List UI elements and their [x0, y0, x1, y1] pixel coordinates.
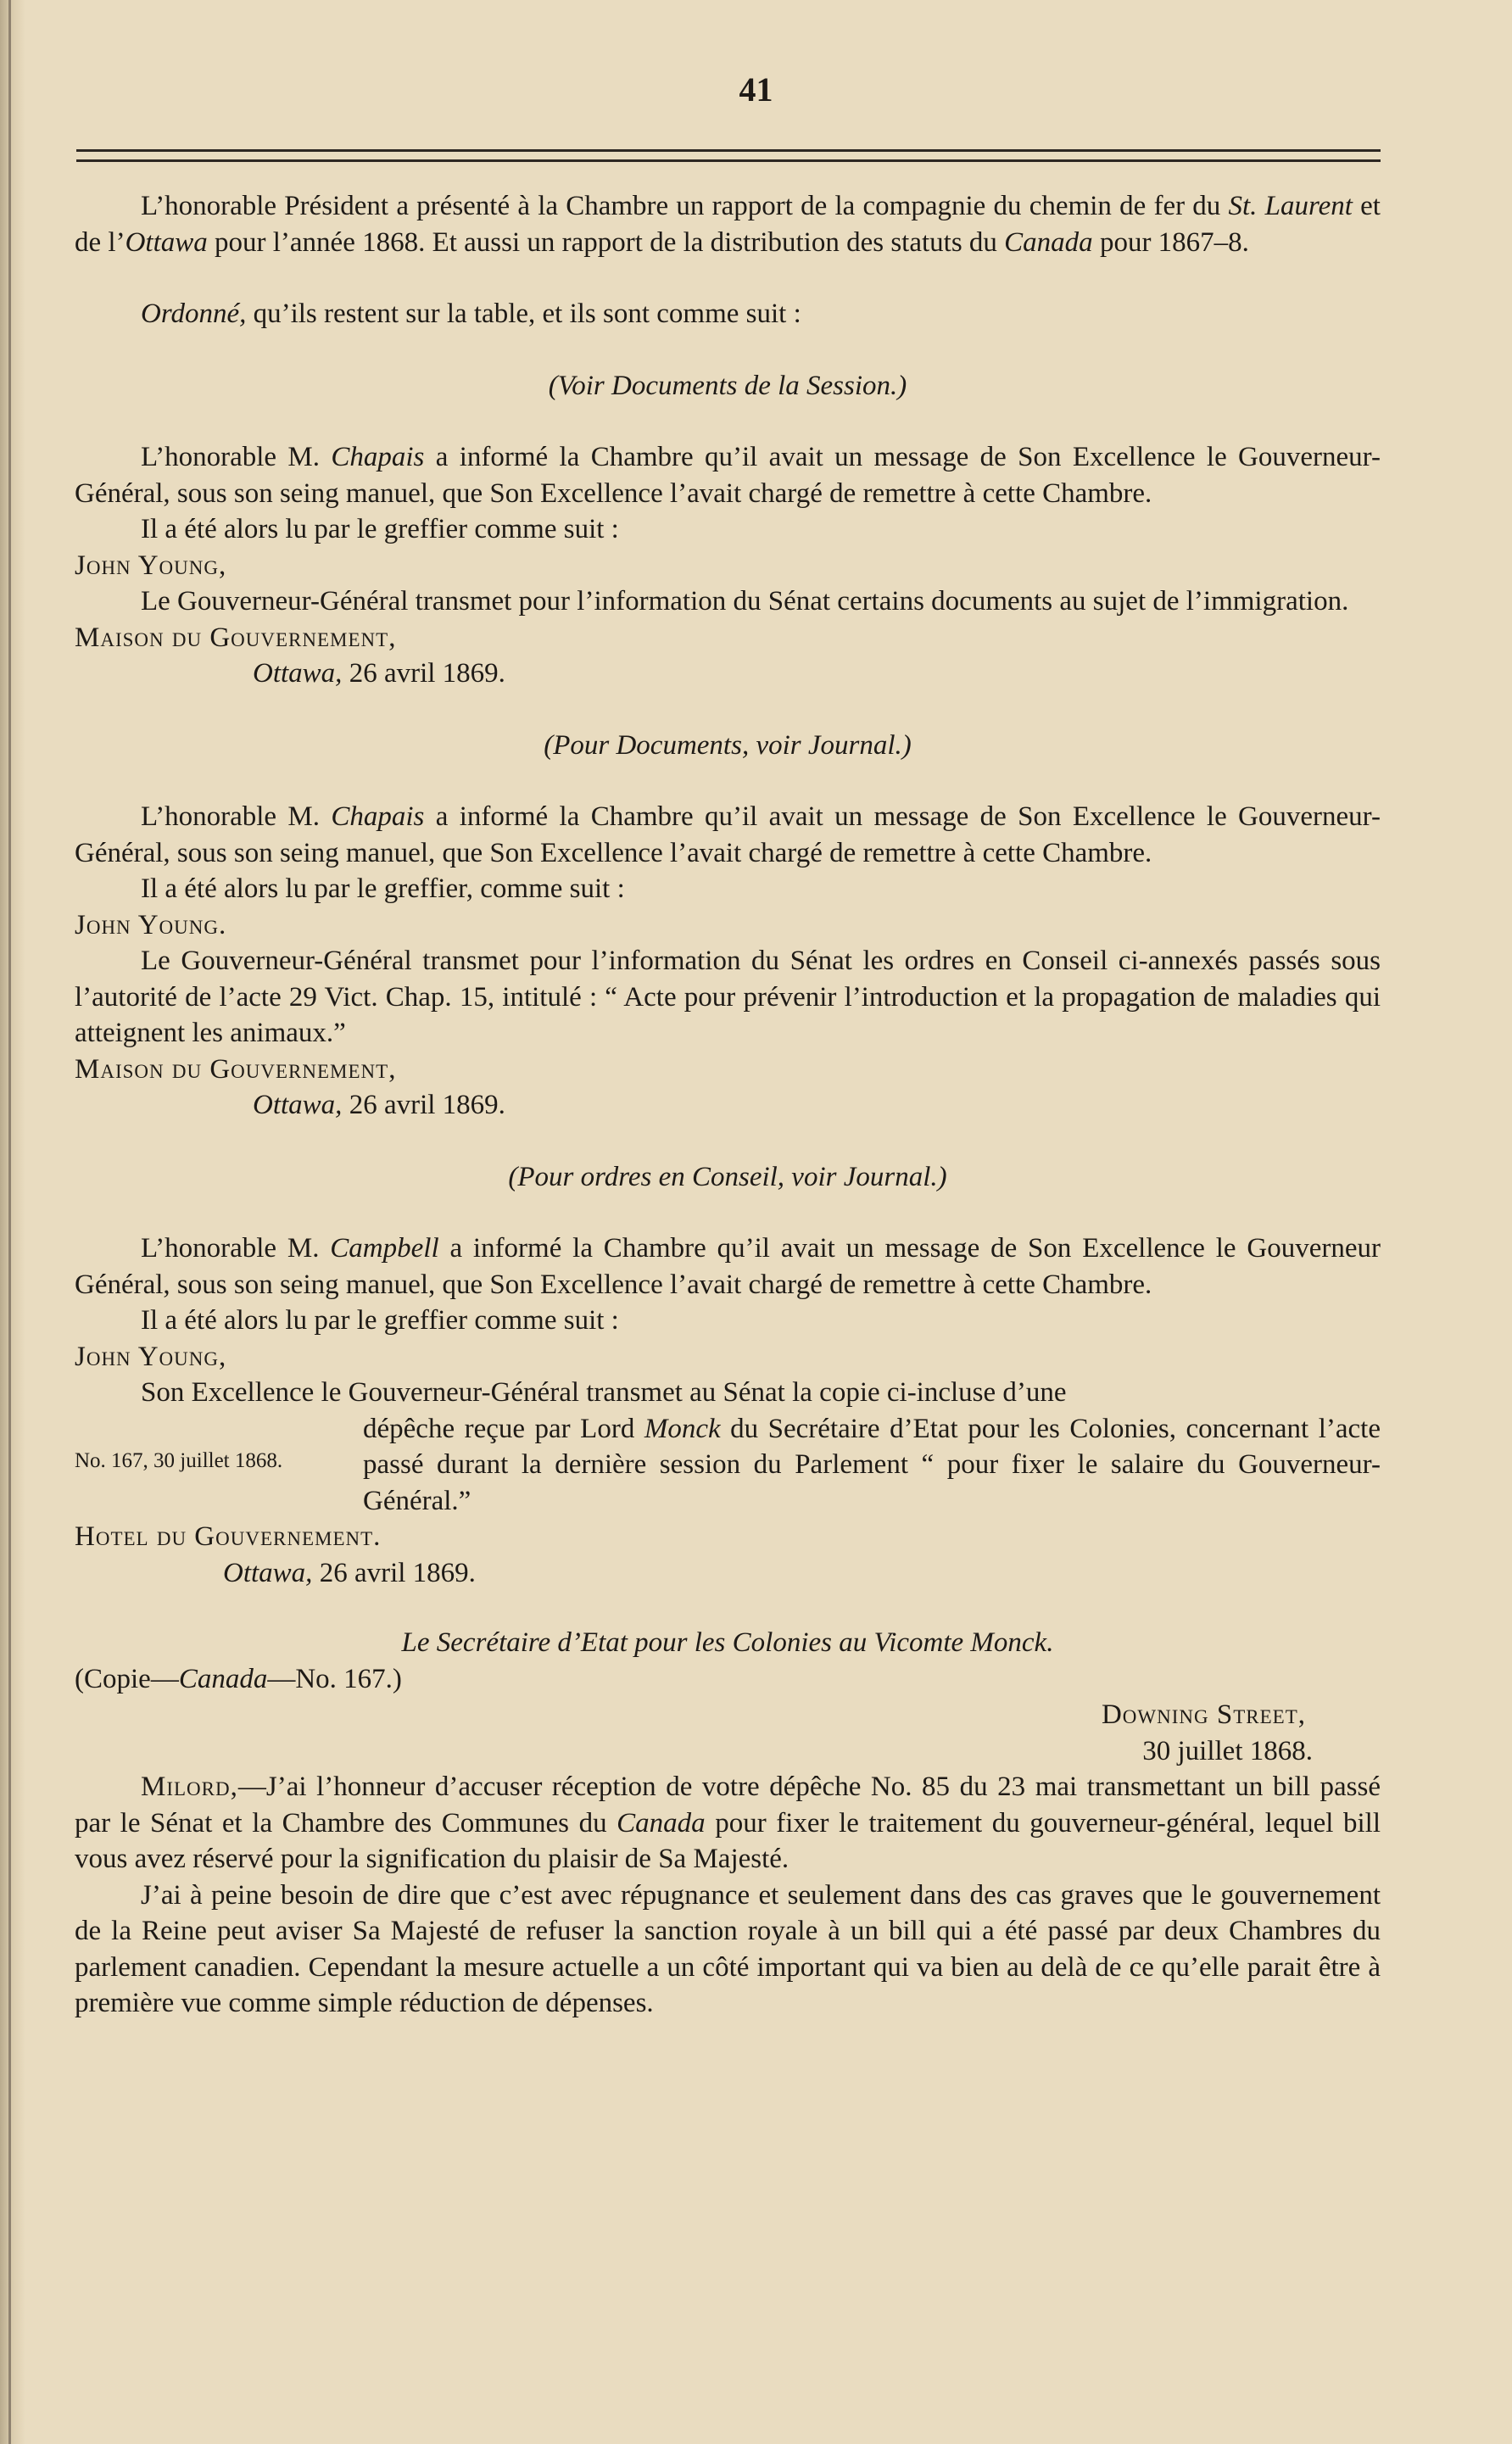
letter-copy-ref: (Copie—Canada—No. 167.) — [75, 1663, 402, 1694]
header-rule-top — [76, 149, 1381, 152]
message1-note: (Pour Documents, voir Journal.) — [544, 729, 912, 761]
message1-read: Il a été alors lu par le greffier comme suit : — [141, 514, 619, 544]
message2-signer: John Young. — [75, 909, 227, 940]
message2-body: Le Gouverneur-Général transmet pour l’information du Sénat les ordres en Conseil ci-annexés passés sous l’autorité de l’acte 29 Vict. Chap. 15, intitulé : “ Acte pour prévenir l’introduction et la propagation de maladies qui atteignent les animaux.” — [75, 946, 1381, 1048]
letter-date: 30 juillet 1868. — [1142, 1735, 1313, 1766]
message2-house: Maison du Gouvernement, — [75, 1053, 397, 1085]
header-rule-bottom — [76, 159, 1381, 162]
paragraph-ordonne: Ordonné, qu’ils restent sur la table, et ils sont comme suit : — [141, 299, 801, 329]
page-body — [75, 188, 1381, 2022]
message1-intro: L’honorable M. Chapais a informé la Chambre qu’il avait un message de Son Excellence le Gouverneur-Général, sous son seing manuel, que Son Excellence l’avait chargé de remettre à cette Chambre. — [75, 442, 1381, 509]
paragraph-president-report: L’honorable Président a présenté à la Chambre un rapport de la compagnie du chemin de fer du St. Laurent et de l’Ottawa pour l’année 1868. Et aussi un rapport de la distribution des statuts du Canada pour 1867–8. — [75, 191, 1381, 258]
message3-house: Hotel du Gouvernement. — [75, 1521, 382, 1552]
message2-note: (Pour ordres en Conseil, voir Journal.) — [508, 1161, 947, 1192]
message3-body-rest: dépêche reçue par Lord Monck du Secrétaire d’Etat pour les Colonies, concernant l’acte passé durant la dernière session du Parlement “ pour fixer le salaire du Gouverneur-Général.” — [363, 1413, 1381, 1516]
message3-intro: L’honorable M. Campbell a informé la Chambre qu’il avait un message de Son Excellence le Gouverneur Général, sous son seing manuel, que Son Excellence l’avait chargé de remettre à cette Chambre. — [75, 1233, 1381, 1300]
page-edge-line — [8, 0, 11, 2444]
message1-body: Le Gouverneur-Général transmet pour l’information du Sénat certains documents au sujet de l’immigration. — [141, 586, 1349, 617]
message1-date: Ottawa, 26 avril 1869. — [253, 658, 505, 689]
letter-paragraph-2: J’ai à peine besoin de dire que c’est avec répugnance et seulement dans des cas graves que le gouvernement de la Reine peut aviser Sa Majesté de refuser la sanction royale à un bill qui a été passé par deux Chambres du parlement canadien. Cependant la mesure actuelle a un côté important qui va bien au delà de ce qu’elle parait être à première vue comme simple réduction de dépenses. — [75, 1879, 1381, 2018]
letter-street: Downing Street, — [1101, 1699, 1306, 1730]
message3-body-block — [75, 1411, 1381, 1520]
message1-signer: John Young, — [75, 550, 227, 581]
letter-paragraph-1: Milord,—J’ai l’honneur d’accuser réception de votre dépêche No. 85 du 23 mai transmettant un bill passé par le Sénat et la Chambre des Communes du Canada pour fixer le traitement du gouverneur-général, lequel bill vous avez réservé pour la signification du plaisir de Sa Majesté. — [75, 1772, 1381, 1874]
message3-read: Il a été alors lu par le greffier comme suit : — [141, 1305, 619, 1336]
letter-title: Le Secrétaire d’Etat pour les Colonies au Vicomte Monck. — [401, 1627, 1054, 1658]
message2-read: Il a été alors lu par le greffier, comme suit : — [141, 873, 625, 904]
message3-signer: John Young, — [75, 1341, 227, 1372]
message1-house: Maison du Gouvernement, — [75, 622, 397, 653]
message2-date: Ottawa, 26 avril 1869. — [253, 1090, 505, 1120]
margin-note: No. 167, 30 juillet 1868. — [75, 1448, 283, 1472]
note-voir-session: (Voir Documents de la Session.) — [548, 370, 907, 401]
message3-body-line1: Son Excellence le Gouverneur-Général transmet au Sénat la copie ci-incluse d’une — [141, 1377, 1067, 1408]
page-edge-shadow — [0, 0, 25, 2444]
message2-intro: L’honorable M. Chapais a informé la Chambre qu’il avait un message de Son Excellence le Gouverneur-Général, sous son seing manuel, que Son Excellence l’avait chargé de remettre à cette Chambre. — [75, 801, 1381, 868]
page-number: 41 — [739, 70, 773, 109]
message3-date: Ottawa, 26 avril 1869. — [223, 1557, 476, 1588]
